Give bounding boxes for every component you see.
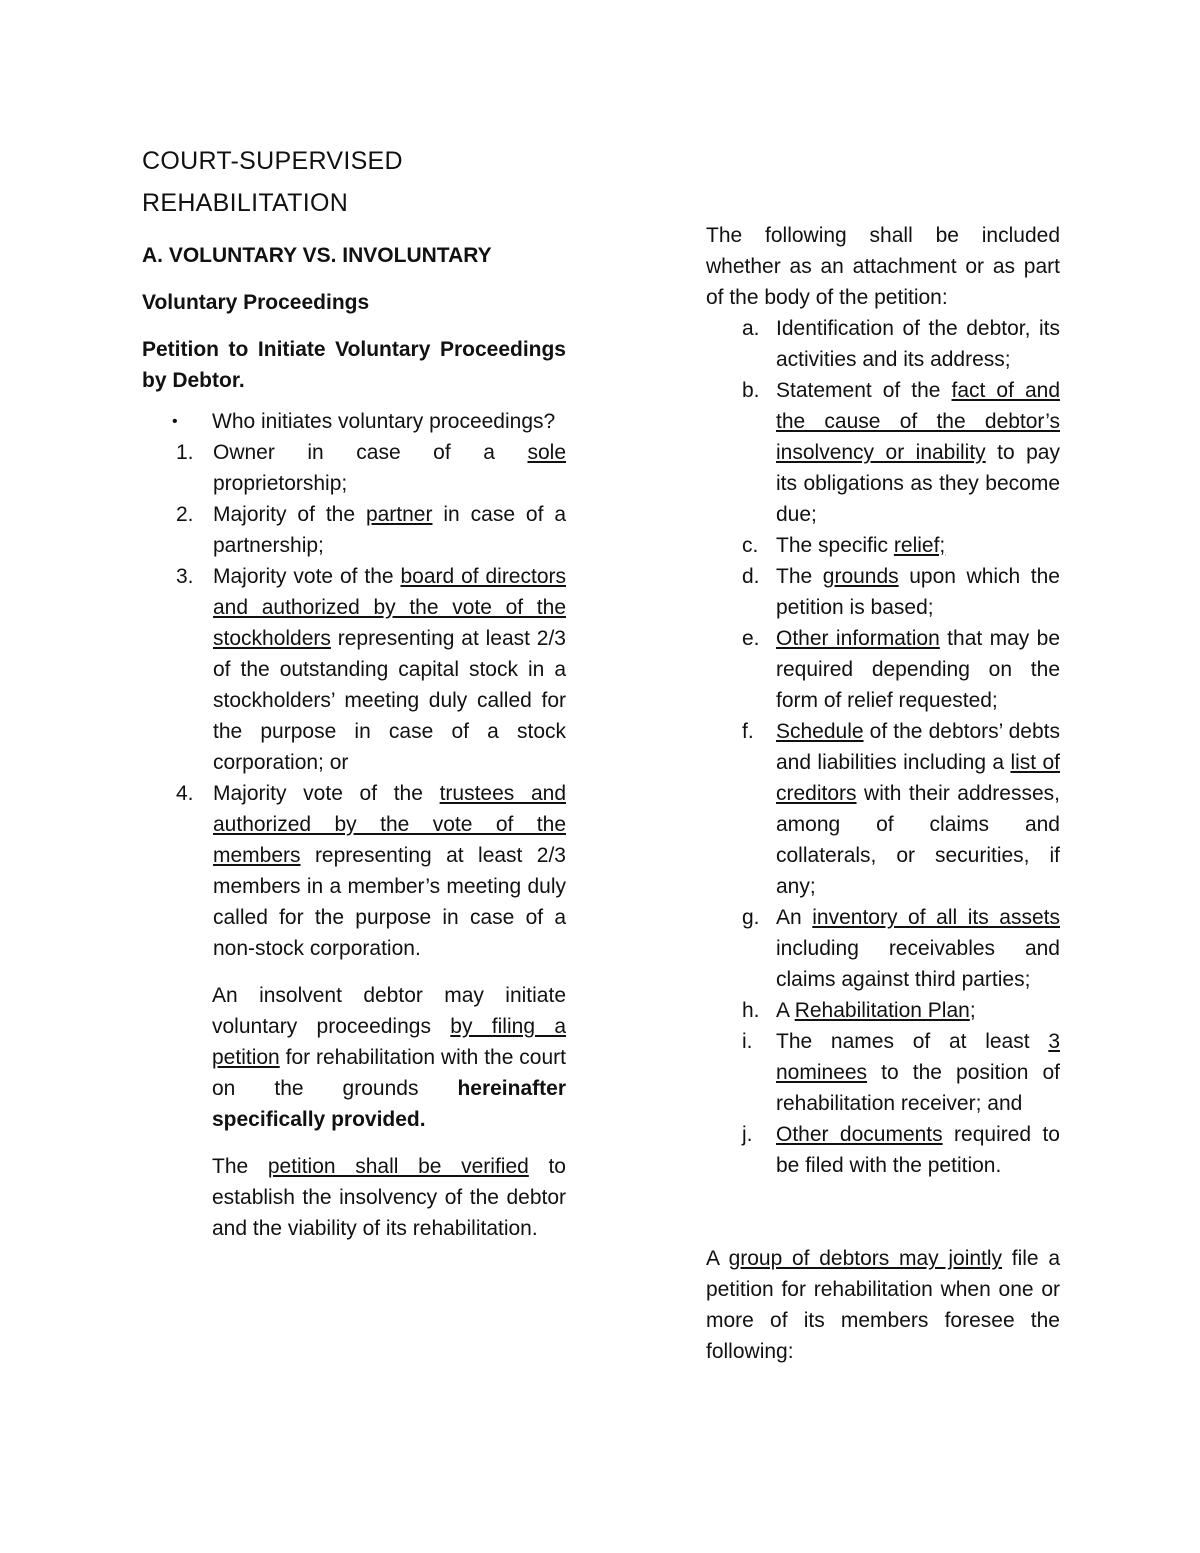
initiators-list: [142, 437, 566, 964]
verified-paragraph: The petition shall be verified to establish the insolvency of the debtor and the viability of its rehabilitation.: [212, 1155, 566, 1240]
list-item: b. Statement of the fact of and the cause of the debtor’s insolvency or inability to pay its obligations as they become due;: [742, 379, 1060, 526]
list-item: d. The grounds upon which the petition is based;: [742, 565, 1060, 619]
title-line-1: COURT-SUPERVISED: [142, 147, 403, 175]
list-item: 1. Owner in case of a sole proprietorship;: [176, 441, 566, 495]
list-item: e. Other information that may be required depending on the form of relief requested;: [742, 627, 1060, 712]
group-of-debtors-paragraph: A group of debtors may jointly file a petition for rehabilitation when one or more of its members foresee the following:: [706, 1247, 1060, 1363]
list-item: 4. Majority vote of the trustees and authorized by the vote of the members representing at least 2/3 members in a member’s meeting duly called for the purpose in case of a non-stock corporation.: [176, 782, 566, 960]
petition-heading: Petition to Initiate Voluntary Proceedings by Debtor.: [142, 338, 566, 392]
insolvent-debtor-paragraph: An insolvent debtor may initiate voluntary proceedings by filing a petition for rehabilitation with the court on the grounds hereinafter specifically provided.: [212, 984, 567, 1131]
bullet-icon: •: [172, 413, 178, 430]
section-a-heading: A. VOLUNTARY VS. INVOLUNTARY: [142, 244, 492, 267]
right-column: [706, 142, 1060, 1367]
list-item: 3. Majority vote of the board of directors and authorized by the vote of the stockholders representing at least 2/3 of the outstanding capital stock in a stockholders’ meeting duly called for the purpose in case of a stock corporation; or: [176, 565, 566, 774]
list-item: i. The names of at least 3 nominees to the position of rehabilitation receiver; and: [742, 1030, 1060, 1115]
following-paragraph: The following shall be included whether as an attachment or as part of the body of the petition:: [706, 224, 1060, 309]
list-item: 2. Majority of the partner in case of a partnership;: [176, 503, 566, 557]
document-title: [142, 140, 566, 224]
list-item: a. Identification of the debtor, its activities and its address;: [742, 317, 1060, 371]
list-item: c. The specific relief;: [742, 534, 946, 557]
list-item: f. Schedule of the debtors’ debts and liabilities including a list of creditors with their addresses, among of claims and collaterals, or securities, if any;: [742, 720, 1061, 898]
list-item: g. An inventory of all its assets including receivables and claims against third parties;: [742, 906, 1060, 991]
title-line-2: REHABILITATION: [142, 189, 349, 217]
petition-contents-list: [706, 313, 1060, 1181]
who-initiates-bullet: [142, 406, 566, 437]
list-item: j. Other documents required to be filed with the petition.: [742, 1123, 1060, 1177]
left-column: [142, 140, 566, 1244]
list-item: h. A Rehabilitation Plan;: [742, 999, 976, 1022]
voluntary-proceedings-heading: Voluntary Proceedings: [142, 291, 370, 314]
who-initiates-question: Who initiates voluntary proceedings?: [212, 410, 556, 433]
